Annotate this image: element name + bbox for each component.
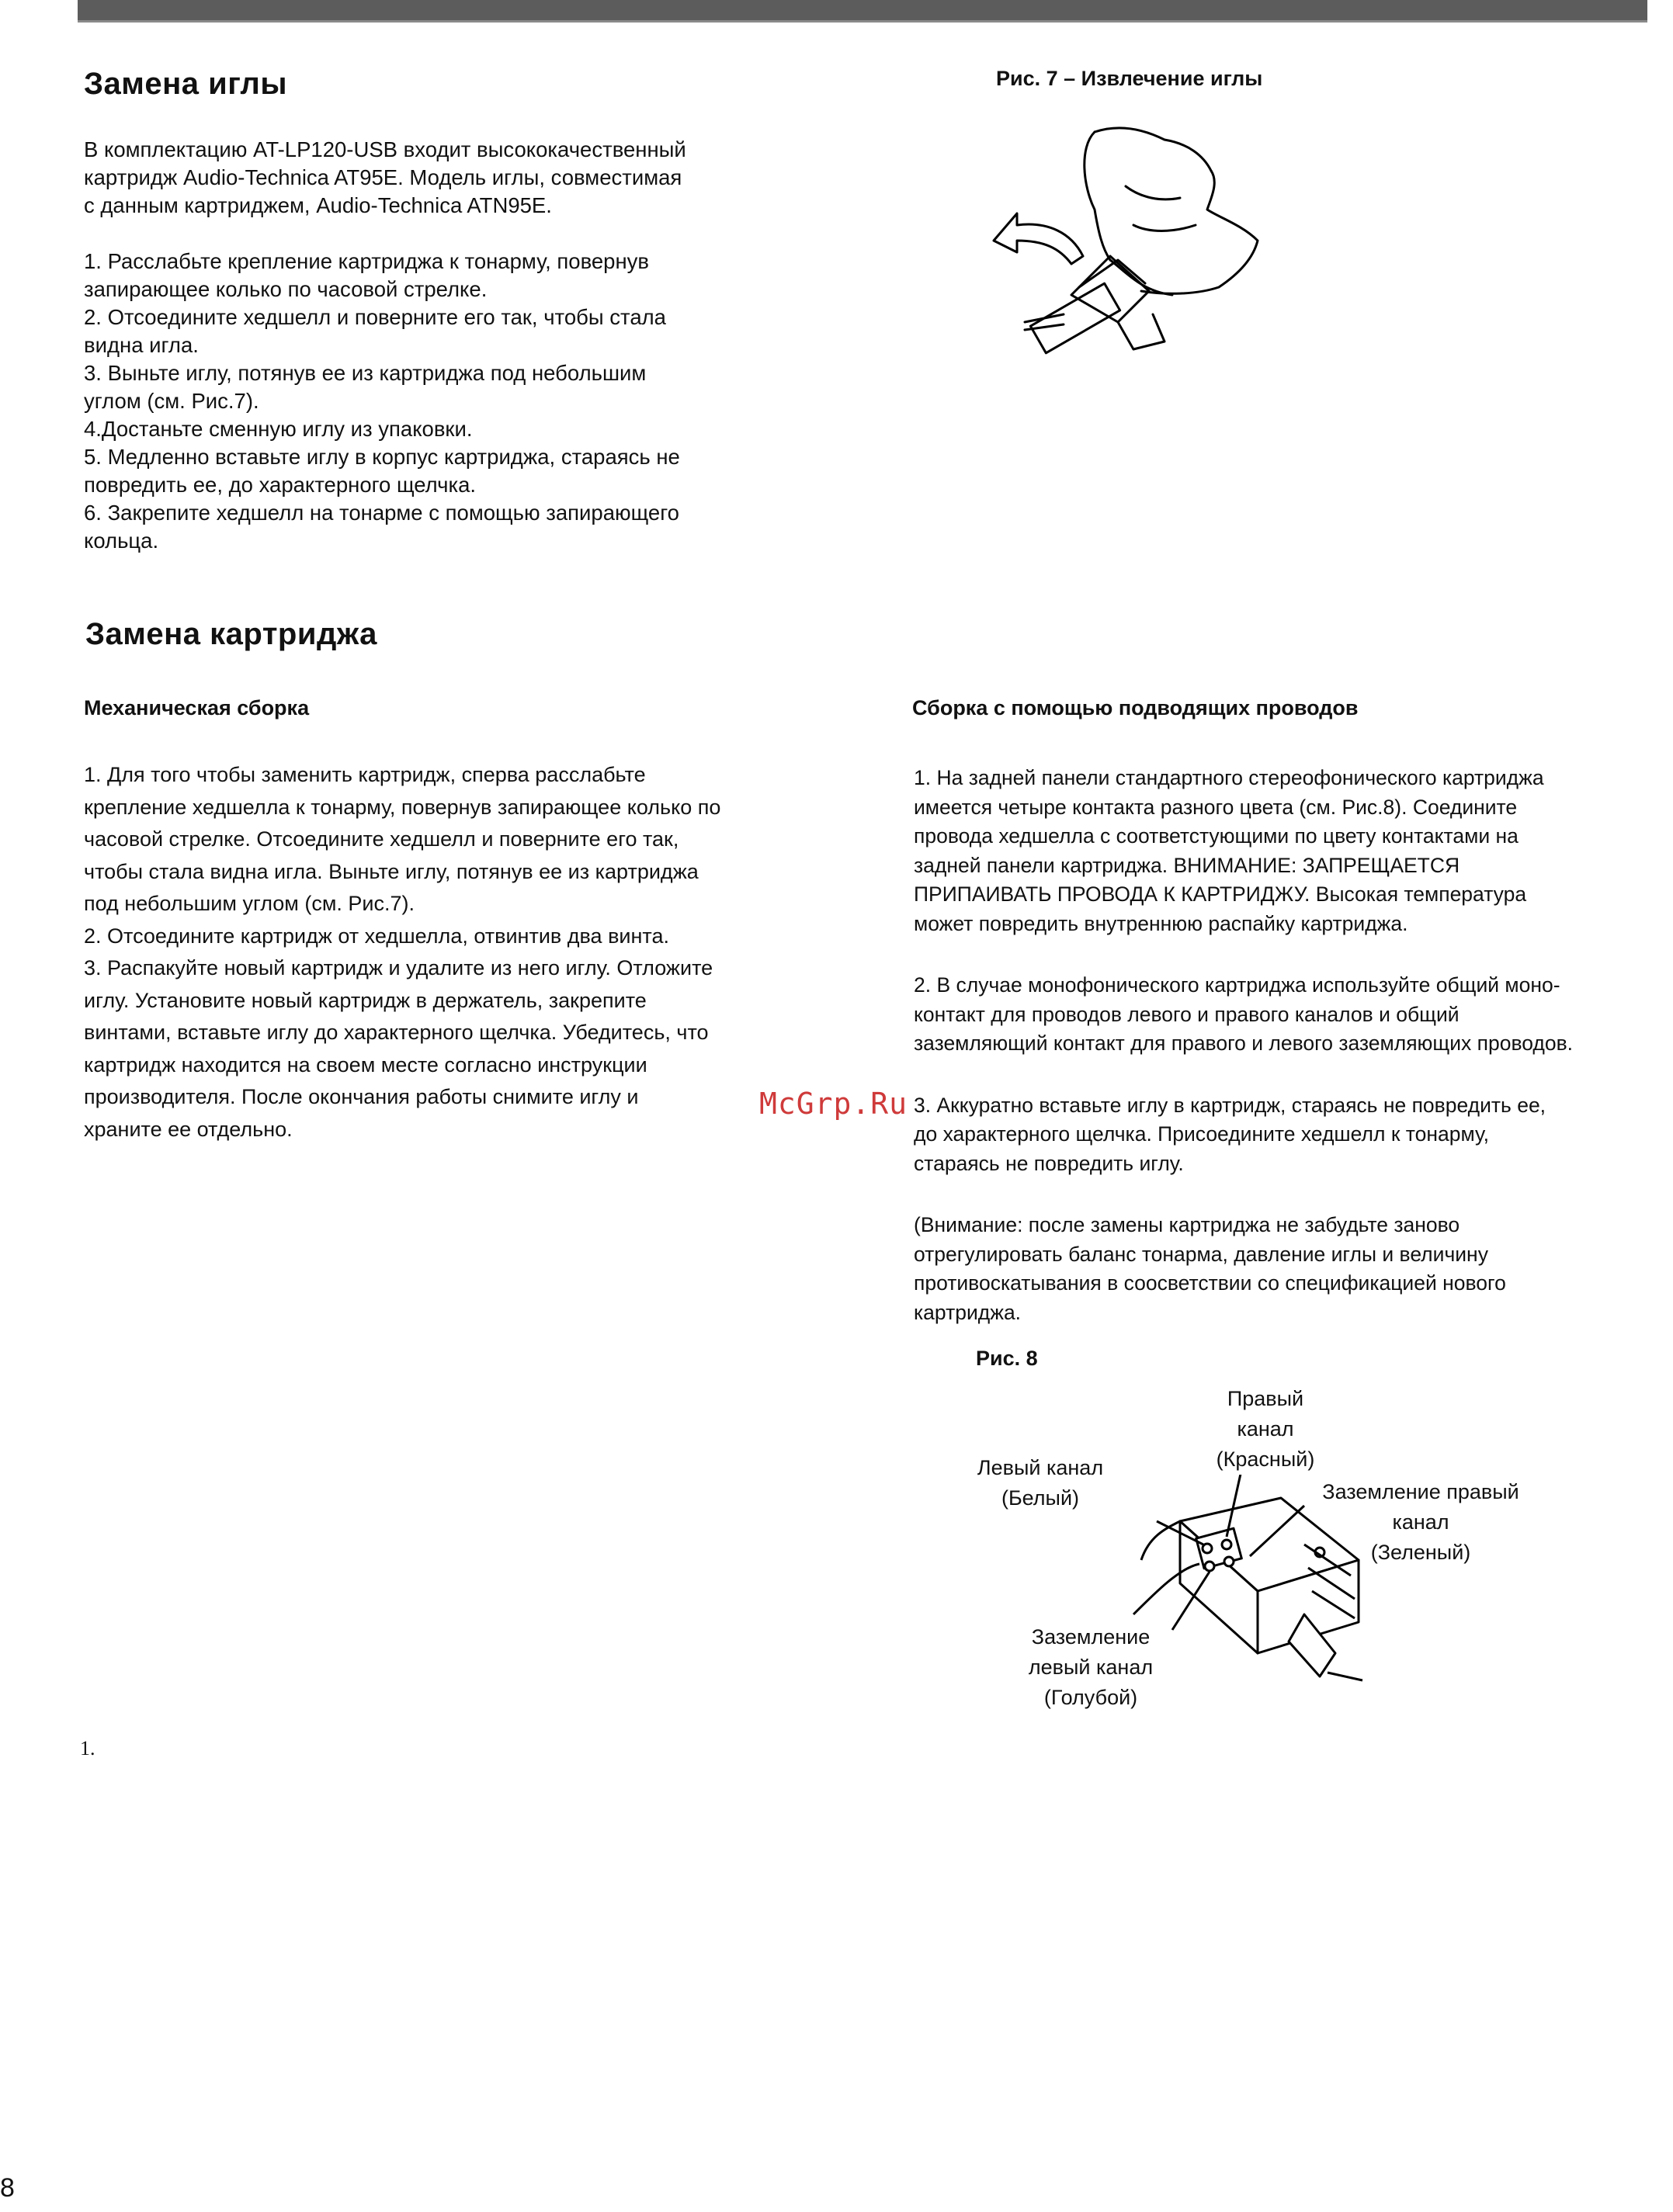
mechanical-text (84, 759, 720, 1146)
text-line: 1. Для того чтобы заменить картридж, сперва расслабьте (84, 763, 646, 786)
text-line: иглу. Установите новый картридж в держатель, закрепите (84, 988, 647, 1012)
label-line: канал (1392, 1510, 1449, 1534)
text-line: винтами, вставьте иглу до характерного щелчка. Убедитесь, что (84, 1021, 709, 1044)
cartridge-connector-illustration (1126, 1475, 1390, 1723)
text-line: 2. В случае монофонического картриджа используйте общий моно- (914, 973, 1560, 997)
leadwires-text (914, 764, 1573, 1327)
step-line: 4.Достаньте сменную иглу из упаковки. (84, 417, 473, 441)
label-left-channel (959, 1453, 1122, 1513)
label-line: Заземление правый (1322, 1480, 1519, 1503)
text-line: картридж находится на своем месте согласно инструкции (84, 1052, 647, 1077)
watermark: McGrp.Ru (759, 1087, 908, 1121)
step-line: кольца. (84, 529, 159, 553)
page-number: 8 (0, 2173, 15, 2203)
text-line: чтобы стала видна игла. Выньте иглу, потянув ее из картриджа (84, 859, 699, 883)
figure8-caption: Рис. 8 (976, 1347, 1038, 1370)
section-title-needle: Замена иглы (84, 67, 287, 101)
text-line: противоскатывания в соосветствии со спецификацией нового (914, 1271, 1506, 1295)
step-line: видна игла. (84, 333, 199, 357)
figure7-caption: Рис. 7 – Извлечение иглы (996, 67, 1263, 90)
footnote-number: 1. (80, 1737, 95, 1760)
header-bar (78, 0, 1647, 23)
text-line: производителя. После окончания работы снимите иглу и (84, 1085, 639, 1108)
leadwires-heading: Сборка с помощью подводящих проводов (912, 696, 1359, 719)
label-line: (Красный) (1216, 1448, 1315, 1471)
needle-removal-illustration (986, 124, 1265, 357)
text-line: задней панели картриджа. ВНИМАНИЕ: ЗАПРЕЩАЕТСЯ (914, 853, 1460, 877)
text-line: часовой стрелке. Отсоедините хедшелл и поверните его так, (84, 827, 679, 851)
intro-line: В комплектацию AT-LP120-USB входит высококачественный (84, 137, 686, 161)
intro-line: с данным картриджем, Audio-Technica ATN95E. (84, 193, 552, 217)
text-line: (Внимание: после замены картриджа не забудьте заново (914, 1213, 1460, 1236)
text-line: имеется четыре контакта разного цвета (см. Рис.8). Соедините (914, 795, 1518, 819)
label-line: левый канал (1028, 1656, 1154, 1679)
text-line: 3. Аккуратно вставьте иглу в картридж, стараясь не повредить ее, (914, 1093, 1546, 1117)
step-line: 6. Закрепите хедшелл на тонарме с помощью запирающего (84, 501, 679, 525)
text-line: стараясь не повредить иглу. (914, 1151, 1184, 1175)
step-line: 1. Расслабьте крепление картриджа к тонарму, повернув (84, 249, 650, 273)
step-line: запирающее колько по часовой стрелке. (84, 277, 488, 301)
label-line: (Голубой) (1043, 1686, 1138, 1709)
step-line: углом (см. Рис.7). (84, 389, 259, 413)
label-line: Правый (1227, 1387, 1304, 1410)
intro-line: картридж Audio-Technica AT95E. Модель иглы, совместимая (84, 165, 682, 189)
step-line: 3. Выньте иглу, потянув ее из картриджа под небольшим (84, 361, 647, 385)
section-title-cartridge: Замена картриджа (85, 617, 377, 651)
text-line: контакт для проводов левого и правого каналов и общий (914, 1002, 1460, 1026)
text-line: храните ее отдельно. (84, 1117, 293, 1141)
step-line: 2. Отсоедините хедшелл и поверните его так, чтобы стала (84, 305, 666, 329)
text-line: 2. Отсоедините картридж от хедшелла, отвинтив два винта. (84, 924, 669, 948)
text-line: картриджа. (914, 1300, 1022, 1324)
text-line: до характерного щелчка. Присоедините хедшелл к тонарму, (914, 1122, 1489, 1146)
step-line: 5. Медленно вставьте иглу в корпус картриджа, стараясь не (84, 445, 680, 469)
text-line: ПРИПАИВАТЬ ПРОВОДА К КАРТРИДЖУ. Высокая температура (914, 882, 1527, 906)
text-line: может повредить внутреннюю распайку картриджа. (914, 911, 1408, 935)
text-line: крепление хедшелла к тонарму, повернув запирающее колько по (84, 795, 721, 819)
label-line: (Белый) (1001, 1486, 1080, 1510)
needle-intro (84, 136, 686, 555)
label-line: (Зеленый) (1370, 1541, 1471, 1564)
step-line: повредить ее, до характерного щелчка. (84, 473, 477, 497)
label-line: канал (1237, 1417, 1294, 1441)
mechanical-heading: Механическая сборка (84, 696, 310, 719)
label-line: Заземление (1031, 1625, 1151, 1649)
text-line: провода хедшелла с соответстующими по цвету контактами на (914, 824, 1519, 848)
label-line: Левый канал (977, 1456, 1104, 1479)
text-line: отрегулировать баланс тонарма, давление иглы и величину (914, 1242, 1488, 1266)
text-line: под небольшим углом (см. Рис.7). (84, 892, 415, 915)
text-line: заземляющий контакт для правого и левого заземляющих проводов. (914, 1031, 1574, 1055)
text-line: 3. Распакуйте новый картридж и удалите из него иглу. Отложите (84, 956, 713, 979)
label-right-channel (1199, 1384, 1331, 1475)
text-line: 1. На задней панели стандартного стереофонического картриджа (914, 766, 1544, 789)
